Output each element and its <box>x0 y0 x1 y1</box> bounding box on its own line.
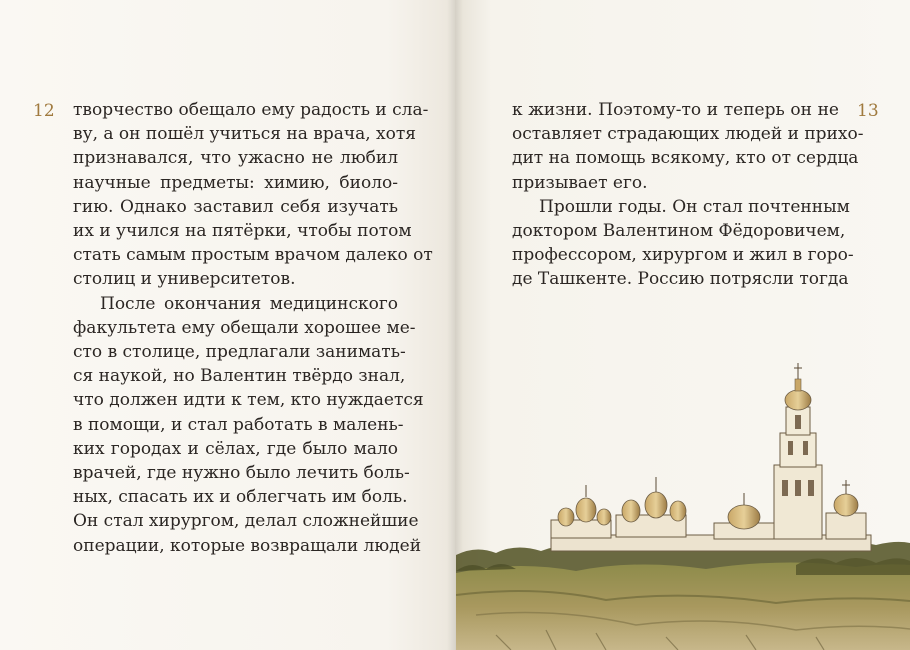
text-line: сто в столице, предлагали занимать- <box>73 342 406 363</box>
hillside <box>456 562 910 650</box>
text-line: их и учился на пятёрки, чтобы потом <box>73 221 412 242</box>
left-page-text <box>73 98 433 558</box>
church-group-left <box>551 477 686 538</box>
text-line: научные предметы: химию, биоло- <box>73 172 398 193</box>
text-line: дит на помощь всякому, кто от сердца <box>512 148 859 169</box>
text-line: ких городах и сёлах, где было мало <box>73 438 398 459</box>
left-page-number: 12 <box>33 101 55 121</box>
text-line: врачей, где нужно было лечить боль- <box>73 463 410 484</box>
right-page-text <box>512 98 864 292</box>
church-center <box>714 493 774 539</box>
text-line: профессором, хирургом и жил в горо- <box>512 245 854 266</box>
text-line: признавался, что ужасно не любил <box>73 148 398 169</box>
text-line: Прошли годы. Он стал почтенным <box>539 196 850 217</box>
paragraph <box>73 292 424 558</box>
text-line: доктором Валентином Фёдоровичем, <box>512 221 846 242</box>
text-line: в помощи, и стал работать в малень- <box>73 414 404 435</box>
text-line: что должен идти к тем, кто нуждается <box>73 390 424 411</box>
text-line: де Ташкенте. Россию потрясли тогда <box>512 269 849 290</box>
monastery-illustration <box>456 345 910 650</box>
paragraph <box>512 195 854 292</box>
text-line: После окончания медицинского <box>100 293 398 314</box>
text-line: ву, а он пошёл учиться на врача, хотя <box>73 124 416 145</box>
text-line: операции, которые возвращали людей <box>73 535 422 556</box>
text-line: ных, спасать их и облегчать им боль. <box>73 487 408 508</box>
text-line: стать самым простым врачом далеко от <box>73 245 433 266</box>
text-line: творчество обещало ему радость и сла- <box>73 100 429 120</box>
text-line: гию. Однако заставил себя изучать <box>73 196 398 217</box>
text-line: оставляет страдающих людей и прихо- <box>512 124 864 145</box>
text-line: факультета ему обещали хорошее ме- <box>73 317 416 338</box>
text-line: столиц и университетов. <box>73 269 296 290</box>
bell-tower <box>774 363 822 539</box>
text-line: Он стал хирургом, делал сложнейшие <box>73 511 419 532</box>
text-line: призывает его. <box>512 172 648 193</box>
church-right <box>826 480 866 539</box>
text-line: ся наукой, но Валентин твёрдо знал, <box>73 366 406 387</box>
paragraph <box>512 98 864 195</box>
text-line: к жизни. Поэтому-то и теперь он не <box>512 100 839 120</box>
paragraph <box>73 98 433 292</box>
right-page-number: 13 <box>857 101 879 121</box>
